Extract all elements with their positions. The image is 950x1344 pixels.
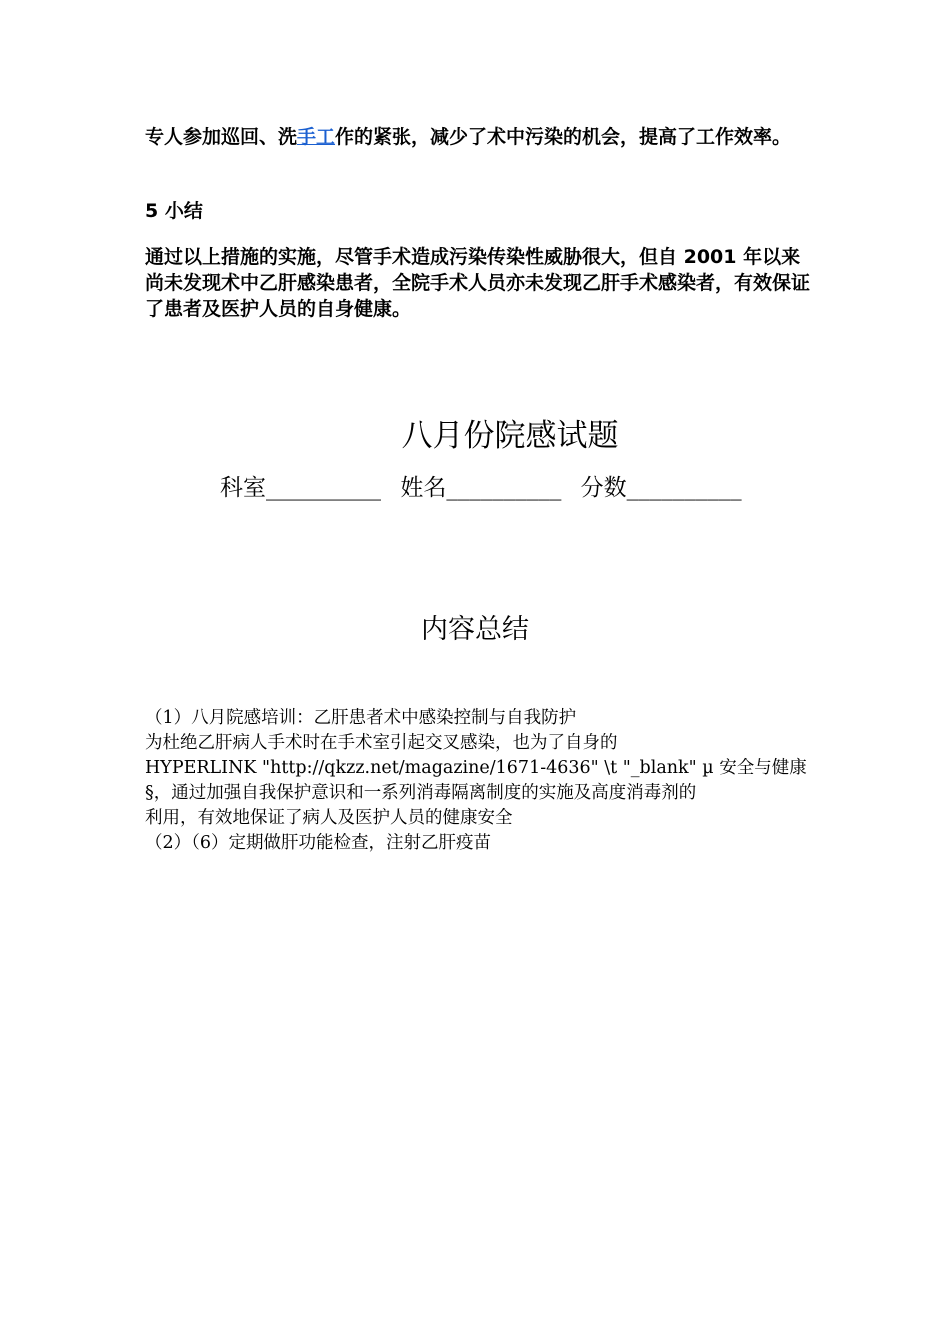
summary-line: HYPERLINK "http://qkzz.net/magazine/1671-4636" \t "_blank" µ 安全与健康 bbox=[145, 758, 807, 778]
summary-line: 为杜绝乙肝病人手术时在手术室引起交叉感染，也为了自身的 bbox=[145, 733, 618, 753]
summary-line: （2）（6）定期做肝功能检查，注射乙肝疫苗 bbox=[145, 833, 492, 853]
summary-title: 内容总结 bbox=[421, 614, 529, 645]
summary-line: 利用，有效地保证了病人及医护人员的健康安全 bbox=[145, 808, 513, 828]
section-heading-summary: 5 小结 bbox=[145, 200, 203, 222]
summary-line: （1）八月院感培训：乙肝患者术中感染控制与自我防护 bbox=[145, 708, 577, 728]
paragraph-text-end: 作的紧张，减少了术中污染的机会，提高了工作效率。 bbox=[335, 126, 792, 148]
paragraph-text-start: 专人参加巡回、洗 bbox=[145, 126, 298, 148]
summary-content bbox=[145, 706, 815, 856]
field-department[interactable]: 科室__________ bbox=[220, 475, 381, 501]
hyperlink-shougong[interactable]: 手工 bbox=[297, 126, 336, 148]
field-score[interactable]: 分数__________ bbox=[580, 475, 742, 501]
summary-line: §，通过加强自我保护意识和一系列消毒隔离制度的实施及高度消毒剂的 bbox=[145, 783, 697, 803]
exam-title: 八月份院感试题 bbox=[401, 418, 619, 454]
exam-fields bbox=[220, 472, 754, 504]
paragraph-work-efficiency bbox=[145, 124, 815, 150]
paragraph-conclusion: 通过以上措施的实施，尽管手术造成污染传染性威胁很大，但自 2001 年以来尚未发现术中乙肝感染患者，全院手术人员亦未发现乙肝手术感染者，有效保证了患者及医护人员的自身健康。 bbox=[145, 246, 811, 320]
field-name[interactable]: 姓名__________ bbox=[400, 475, 562, 501]
